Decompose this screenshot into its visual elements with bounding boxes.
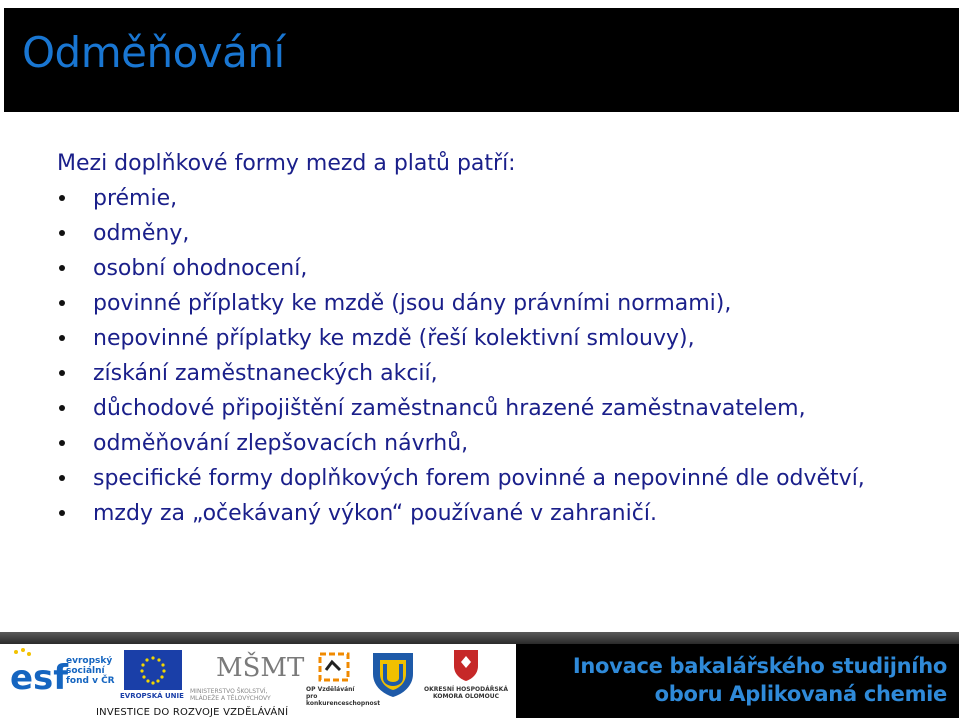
list-item — [57, 426, 937, 461]
bullet-list — [57, 181, 937, 531]
list-item — [57, 286, 937, 321]
bullet-icon — [59, 335, 65, 341]
bullet-icon — [59, 265, 65, 271]
list-item-text: specifické formy doplňkových forem povinné a nepovinné dle odvětví, — [93, 466, 865, 491]
slide-title: Odměňování — [22, 28, 285, 77]
esf-mark: esf — [10, 658, 69, 698]
upol-logo — [370, 650, 418, 700]
program-line-2: oboru Aplikovaná chemie — [654, 682, 947, 706]
slide-content — [57, 146, 937, 531]
eu-logo — [120, 650, 186, 700]
list-item — [57, 181, 937, 216]
msmt-mark-icon — [214, 648, 305, 686]
list-item — [57, 216, 937, 251]
msmt-mark: MŠMT — [216, 653, 305, 683]
bullet-icon — [59, 475, 65, 481]
shield-icon — [370, 650, 416, 698]
list-item-text: odměny, — [93, 221, 190, 246]
list-item-text: osobní ohodnocení, — [93, 256, 308, 281]
msmt-logo — [190, 648, 305, 702]
opvk-caption: OP Vzdělávání pro konkurenceschopnost — [306, 686, 381, 707]
invest-caption: INVESTICE DO ROZVOJE VZDĚLÁVÁNÍ — [96, 707, 289, 718]
list-item-text: prémie, — [93, 186, 178, 211]
bullet-icon — [59, 195, 65, 201]
list-item — [57, 321, 937, 356]
bullet-icon — [59, 300, 65, 306]
intro-text: Mezi doplňkové formy mezd a platů patří: — [57, 151, 516, 176]
program-banner — [516, 644, 959, 718]
bullet-icon — [59, 370, 65, 376]
coat-of-arms-icon — [451, 648, 481, 682]
opvk-logo — [300, 648, 381, 707]
bullet-icon — [59, 230, 65, 236]
list-item-text: důchodové připojištění zaměstnanců hrazené zaměstnavatelem, — [93, 396, 806, 421]
list-item — [57, 496, 937, 531]
bullet-icon — [59, 405, 65, 411]
esf-caption: evropský sociální fond v ČR — [66, 656, 115, 686]
ohk-logo — [420, 648, 512, 700]
list-item — [57, 251, 937, 286]
msmt-caption: MINISTERSTVO ŠKOLSTVÍ, MLÁDEŽE A TĚLOVÝCHOVY — [190, 688, 271, 702]
list-item — [57, 391, 937, 426]
bullet-icon — [59, 440, 65, 446]
esf-logo — [10, 648, 114, 698]
ohk-caption: OKRESNÍ HOSPODÁŘSKÁ KOMORA OLOMOUC — [424, 686, 508, 700]
program-line-1: Inovace bakalářského studijního — [572, 654, 947, 678]
list-item — [57, 356, 937, 391]
opvk-mark-icon — [314, 648, 354, 684]
list-item-text: odměňování zlepšovacích návrhů, — [93, 431, 469, 456]
list-item-text: povinné příplatky ke mzdě (jsou dány právními normami), — [93, 291, 732, 316]
list-item — [57, 461, 937, 496]
eu-caption: EVROPSKÁ UNIE — [120, 692, 184, 700]
eu-flag-icon — [124, 650, 182, 690]
bullet-icon — [59, 510, 65, 516]
footer-divider — [0, 632, 959, 644]
list-item-text: získání zaměstnaneckých akcií, — [93, 361, 438, 386]
list-item-text: nepovinné příplatky ke mzdě (řeší kolektivní smlouvy), — [93, 326, 695, 351]
list-item-text: mzdy za „očekávaný výkon“ používané v zahraničí. — [93, 501, 657, 526]
